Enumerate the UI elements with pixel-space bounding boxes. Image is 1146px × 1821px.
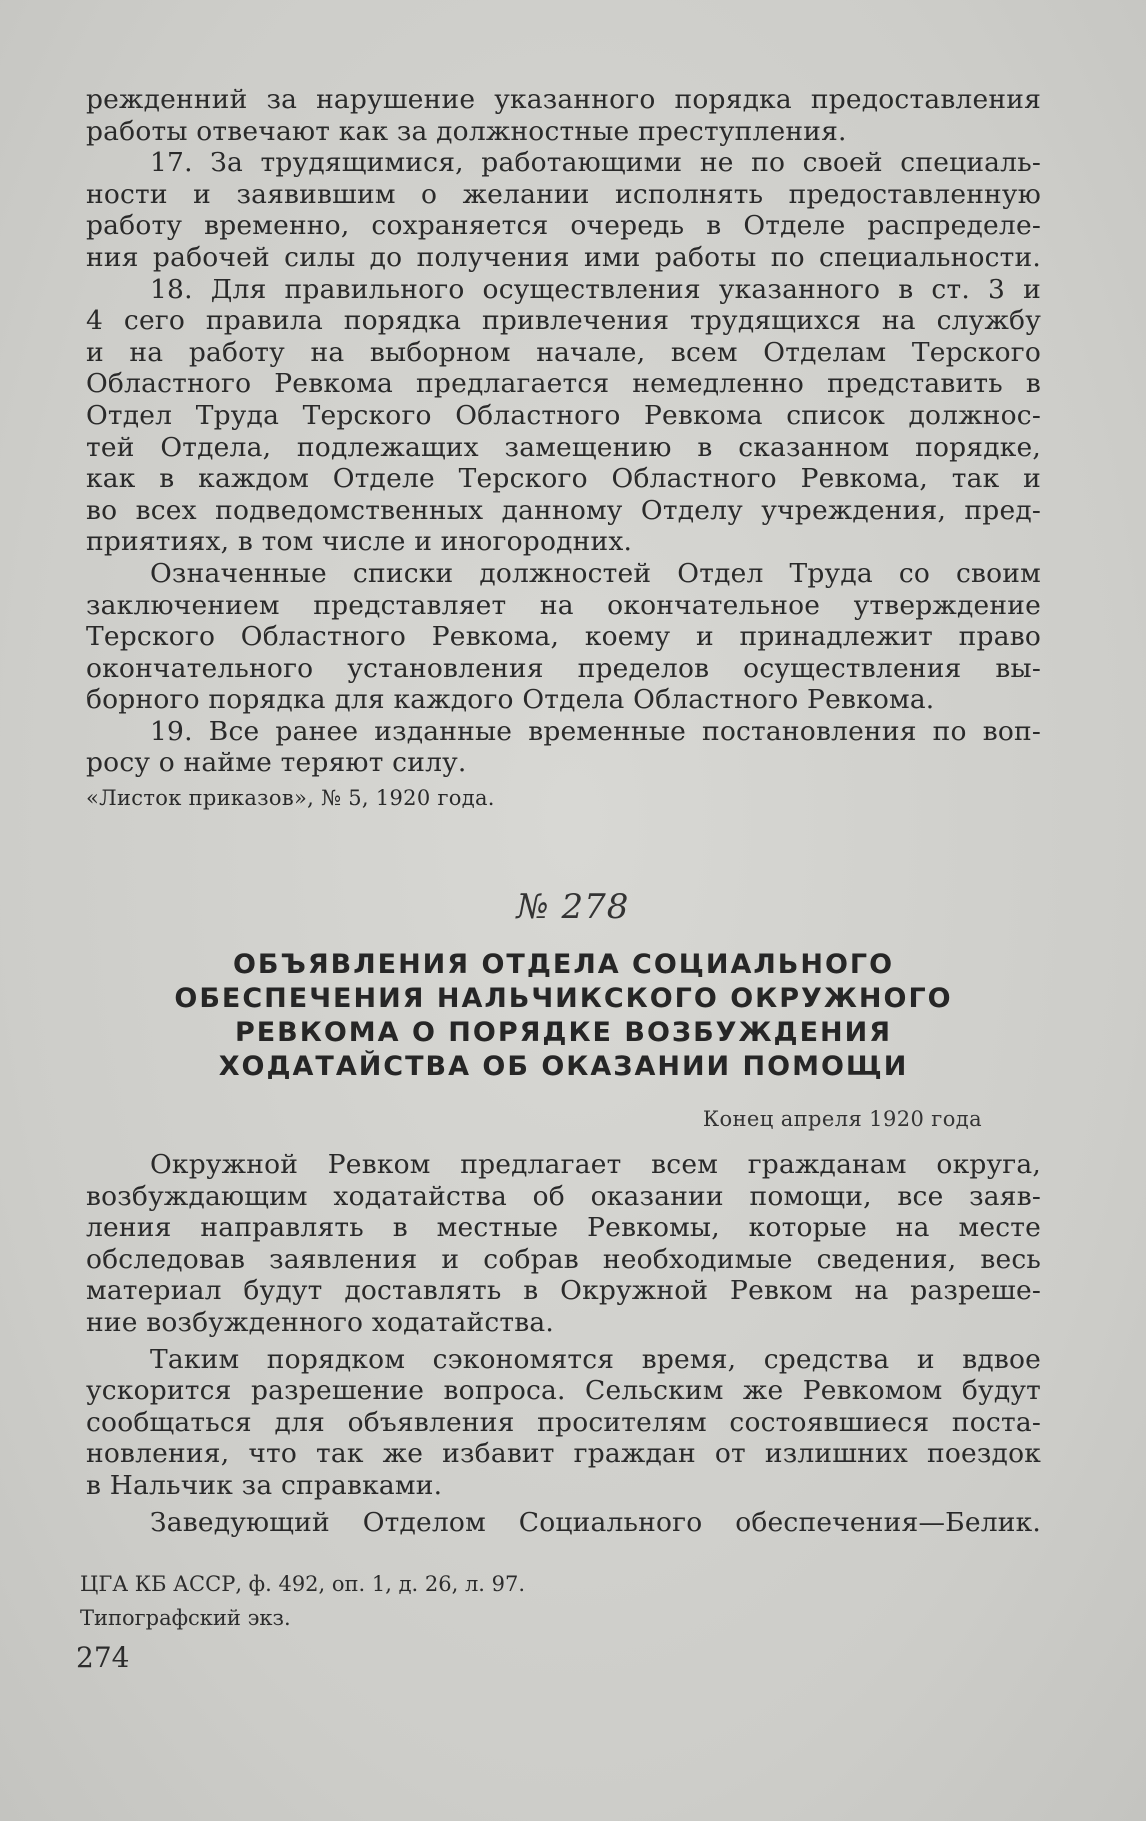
text-line: Областного Ревкома предлагается немедленно представить в [86,368,1041,400]
text-line: ние возбужденного ходатайства. [86,1306,555,1338]
text-line: окончательного установления пределов осуществления вы- [86,652,1041,684]
text-line: Окружной Ревком предлагает всем гражданам округа, [150,1149,1041,1180]
text-line: как в каждом Отделе Терского Областного Ревкома, так и [86,463,1041,495]
text-line: Означенные списки должностей Отдел Труда со своим [150,557,1041,589]
paragraph-17 [86,147,1041,273]
text-line: 18. Для правильного осуществления указанного в ст. 3 и [150,273,1041,305]
document-body [86,1149,1041,1538]
title-line: ОБЪЯВЛЕНИЯ ОТДЕЛА СОЦИАЛЬНОГО [232,949,895,980]
archive-note: Типографский экз. [80,1606,291,1630]
text-line: в Нальчик за справками. [86,1469,443,1501]
page-number: 274 [76,1641,130,1674]
text-line: заключением представляет на окончательное утверждение [86,589,1041,621]
signature-line: Заведующий Отделом Социального обеспечения—Белик. [150,1506,1041,1538]
text-line: и на работу на выборном начале, всем Отделам Терского [86,336,1041,368]
text-line: возбуждающим ходатайства об оказании помощи, все заяв- [86,1180,1041,1212]
text-line: 17. За трудящимися, работающими не по своей специаль- [150,147,1041,179]
text-line: приятиях, в том числе и иногородних. [86,526,633,558]
text-line: 19. Все ранее изданные временные постановления по воп- [150,715,1041,747]
text-line: работу временно, сохраняется очередь в Отделе распределе- [86,210,1041,242]
source-citation: «Листок приказов», № 5, 1920 года. [86,786,495,811]
text-line: борного порядка для каждого Отдела Областного Ревкома. [86,684,935,716]
text-line: Отдел Труда Терского Областного Ревкома список должнос- [86,399,1041,431]
paragraph-continuation [86,84,1041,147]
text-line: ности и заявившим о желании исполнять предоставленную [86,178,1041,210]
text-line: обследовав заявления и собрав необходимые сведения, весь [86,1243,1041,1275]
document-number: № 278 [516,887,630,927]
paragraph-19 [86,716,1041,779]
body-paragraph-1 [86,1149,1041,1339]
signature-paragraph [86,1507,1041,1539]
text-line: росу о найме теряют силу. [86,747,467,779]
paragraph-18 [86,274,1041,558]
document-title [86,948,1041,1084]
title-line: ОБЕСПЕЧЕНИЯ НАЛЬЧИКСКОГО ОКРУЖНОГО [174,983,953,1014]
archive-reference [80,1567,525,1635]
text-line: ния рабочей силы до получения ими работы по специальности. [86,241,1041,273]
text-line: ления направлять в местные Ревкомы, которые на месте [86,1212,1041,1244]
text-line: материал будут доставлять в Окружной Ревком на разреше- [86,1275,1041,1307]
text-line: Терского Областного Ревкома, коему и принадлежит право [86,621,1041,653]
text-line: тей Отдела, подлежащих замещению в сказанном порядке, [86,431,1041,463]
text-line: Таким порядком сэкономятся время, средства и вдвое [150,1343,1041,1375]
text-line: 4 сего правила порядка привлечения трудящихся на службу [86,305,1041,337]
document-date: Конец апреля 1920 года [702,1107,982,1131]
archive-citation: ЦГА КБ АССР, ф. 492, оп. 1, д. 26, л. 97. [80,1572,526,1596]
title-line: РЕВКОМА О ПОРЯДКЕ ВОЗБУЖДЕНИЯ [234,1017,893,1048]
text-line: работы отвечают как за должностные преступления. [86,115,847,147]
text-line: режденний за нарушение указанного порядка предоставления [86,84,1041,115]
text-line: во всех подведомственных данному Отделу учреждения, пред- [86,494,1041,526]
text-line: сообщаться для объявления просителям состоявшиеся поста- [86,1406,1041,1438]
text-line: ускорится разрешение вопроса. Сельским же Ревкомом будут [86,1375,1041,1407]
title-line: ХОДАТАЙСТВА ОБ ОКАЗАНИИ ПОМОЩИ [218,1051,909,1082]
paragraph-18-continued [86,558,1041,716]
body-paragraph-2 [86,1344,1041,1502]
previous-document-text [86,84,1041,811]
text-line: новления, что так же избавит граждан от излишних поездок [86,1438,1041,1470]
